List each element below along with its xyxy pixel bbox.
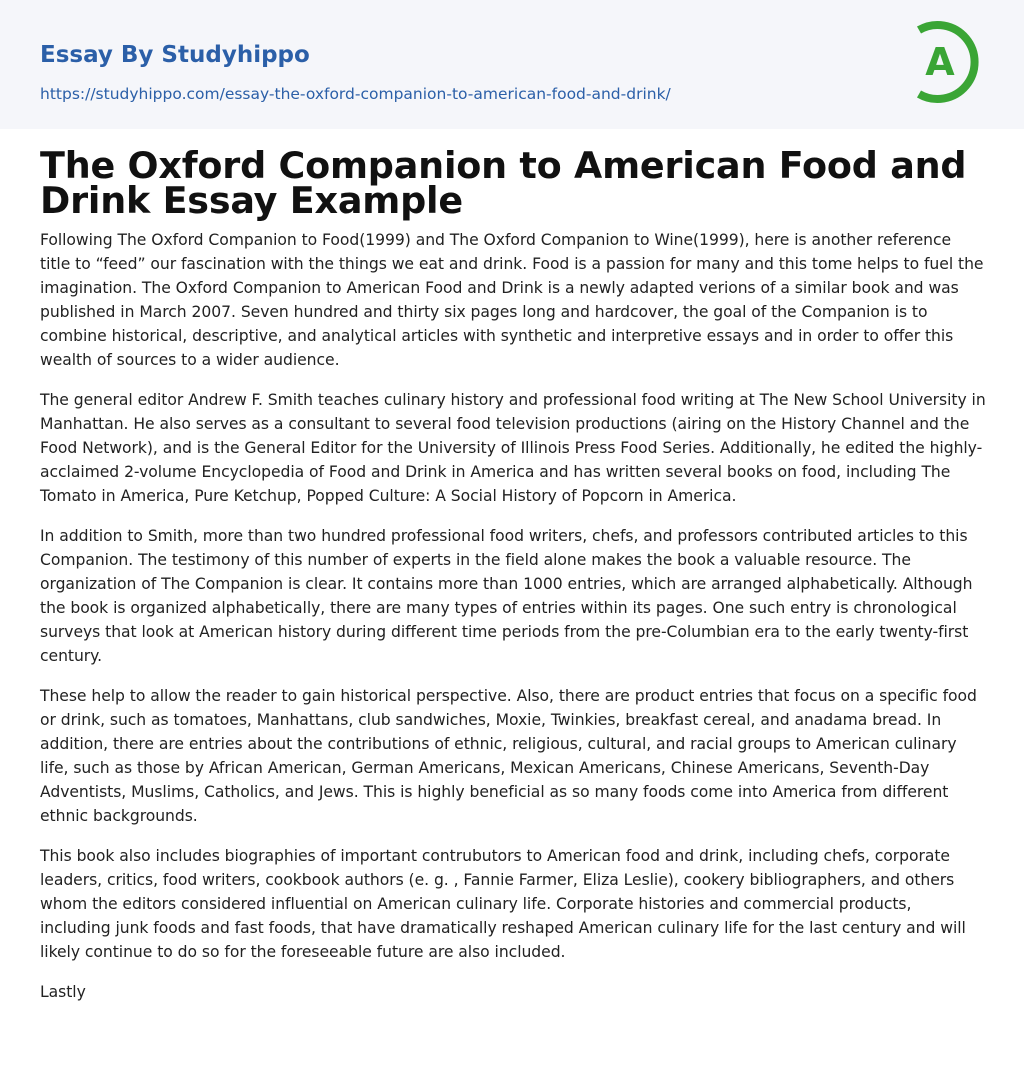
logo-letter: A — [925, 40, 955, 84]
paragraph-2: The general editor Andrew F. Smith teaches culinary history and professional food writing at The New School University in Manhattan. He also serves as a consultant to several food television productions (airing on the History Channel and the Food Network), and is the General Editor for the University of Illinois Press Food Series. Additionally, he edited the highly- acclaimed 2-volume Encyclopedia of Food and Drink in America and has written several books on food, including The Tomato in America, Pure Ketchup, Popped Culture: A Social History of Popcorn in America. — [40, 391, 986, 505]
paragraph-3: In addition to Smith, more than two hundred professional food writers, chefs, and professors contributed articles to this Companion. The testimony of this number of experts in the field alone makes the book a valuable resource. The organization of The Companion is clear. It contains more than 1000 entries, which are arranged alphabetically. Although the book is organized alphabetically, there are many types of entries within its pages. One such entry is chronological surveys that look at American history during different time periods from the pre-Columbian era to the early twenty-first century. — [40, 527, 973, 665]
paragraph-6: Lastly — [40, 983, 86, 1001]
paragraph-5: This book also includes biographies of important contrubutors to American food and drink, including chefs, corporate leaders, critics, food writers, cookbook authors (e. g. , Fannie Farmer, Eliza Leslie), cookery bibliographers, and others whom the editors considered influential on American culinary life. Corporate histories and commercial products, including junk foods and fast foods, that have dramatically reshaped American culinary life for the last century and will likely continue to do so for the foreseeable future are also included. — [40, 847, 966, 961]
paragraph-1: Following The Oxford Companion to Food(1999) and The Oxford Companion to Wine(1999), here is another reference title to “feed” our fascination with the things we eat and drink. Food is a passion for many and this tome helps to fuel the imagination. The Oxford Companion to American Food and Drink is a newly adapted verions of a similar book and was published in March 2007. Seven hundred and thirty six pages long and hardcover, the goal of the Companion is to combine historical, descriptive, and analytical articles with synthetic and interpretive essays and in order to offer this wealth of sources to a wider audience. — [40, 231, 984, 369]
source-url-link[interactable]: https://studyhippo.com/essay-the-oxford-companion-to-american-food-and-drink/ — [40, 85, 671, 103]
page-title: The Oxford Companion to American Food and Drink Essay Example — [40, 144, 967, 222]
paragraph-4: These help to allow the reader to gain historical perspective. Also, there are product entries that focus on a specific food or drink, such as tomatoes, Manhattans, club sandwiches, Moxie, Twinkies, breakfast cereal, and anadama bread. In addition, there are entries about the contributions of ethnic, religious, cultural, and racial groups to American culinary life, such as those by African American, German Americans, Mexican Americans, Chinese Americans, Seventh-Day Adventists, Muslims, Catholics, and Jews. This is highly beneficial as so many foods come into America from different ethnic backgrounds. — [40, 687, 977, 825]
studyhippo-logo-icon[interactable] — [905, 18, 991, 106]
site-header — [0, 0, 1024, 129]
article — [40, 144, 986, 1020]
site-title[interactable]: Essay By Studyhippo — [40, 42, 310, 68]
